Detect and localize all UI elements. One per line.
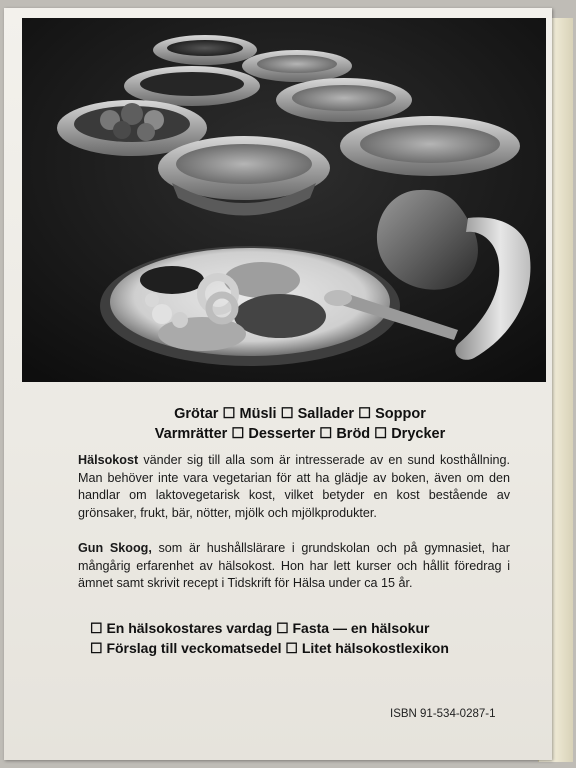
cover-photo: [22, 18, 546, 382]
bowl-nuts: [276, 78, 412, 122]
intro-text: vänder sig till alla som är intresserade av en sund kosthållning. Man behöver inte vara vegetarian för att ha glädje av boken, även om den handlar om laktovegetarisk kost, vilket betyder en kost bestående av grönsaker, frukt, bär, nötter, mjölk och mjölkprodukter.: [78, 453, 510, 520]
intro-bold-term: Hälsokost: [78, 453, 139, 467]
bowl-raisins: [124, 66, 260, 106]
recipe-categories: [70, 404, 530, 444]
categories-line-1: Grötar ☐ Müsli ☐ Sallader ☐ Soppor: [174, 406, 426, 422]
isbn-number: ISBN 91-534-0287-1: [390, 708, 496, 720]
contents-list: [70, 618, 560, 658]
author-name: Gun Skoog,: [78, 541, 152, 555]
bowl-back-right: [242, 50, 352, 82]
categories-line-2: Varmrätter ☐ Desserter ☐ Bröd ☐ Drycker: [154, 426, 446, 442]
food-bowls-photo: [22, 18, 546, 382]
author-paragraph: [78, 540, 510, 593]
contents-line-2: ☐ Förslag till veckomatsedel ☐ Litet hälsokostlexikon: [90, 640, 449, 656]
author-bio: som är hushållslärare i grundskolan och på gymnasiet, har mångårig erfarenhet av hälsokost. Hon har lett kurser och hållit föredrag i ämnet samt skrivit recept i Tidskrift för Hälsa under ca 15 år.: [78, 541, 510, 591]
intro-paragraph: [78, 452, 510, 522]
bowl-oats: [340, 116, 520, 176]
bowl-back-left: [153, 35, 257, 65]
contents-line-1: ☐ En hälsokostares vardag ☐ Fasta — en hälsokur: [90, 620, 430, 636]
